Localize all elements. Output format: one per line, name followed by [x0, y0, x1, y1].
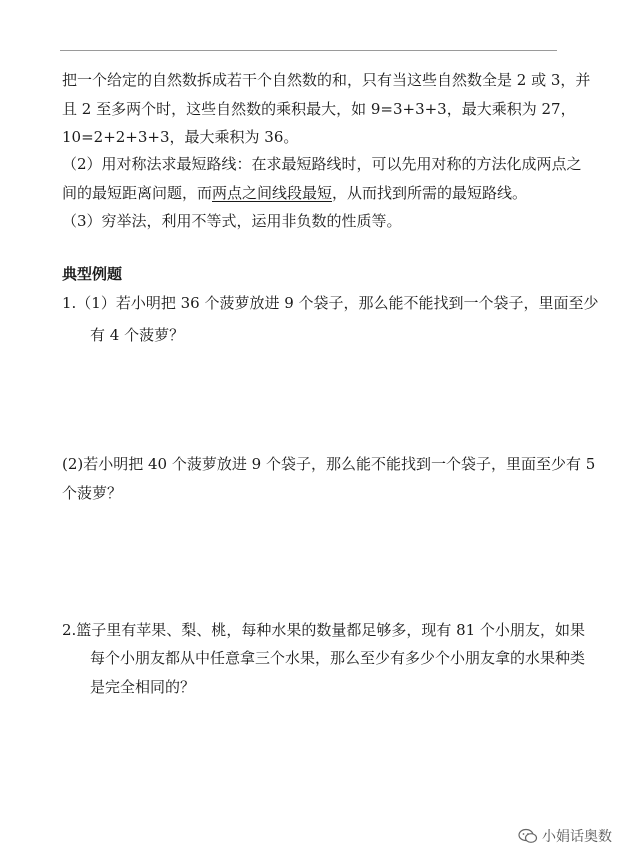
method-2-line-2	[62, 183, 527, 203]
watermark	[518, 826, 612, 846]
problem-1a-line-1: 1.（1）若小明把 36 个菠萝放进 9 个袋子，那么能不能找到一个袋子，里面至少	[62, 294, 599, 312]
method-2-line-1: （2）用对称法求最短路线：在求最短路线时，可以先用对称的方法化成两点之	[62, 155, 582, 173]
intro-line-2: 且 2 至多两个时，这些自然数的乘积最大，如 9=3+3+3，最大乘积为 27，	[62, 100, 576, 118]
problem-1b-line-2: 个菠萝？	[62, 484, 123, 502]
wechat-icon	[518, 828, 538, 844]
problem-2-line-3: 是完全相同的？	[90, 678, 196, 696]
intro-line-1: 把一个给定的自然数拆成若干个自然数的和，只有当这些自然数全是 2 或 3，并	[62, 71, 591, 89]
problem-2-line-1: 2.篮子里有苹果、梨、桃，每种水果的数量都足够多，现有 81 个小朋友，如果	[62, 621, 585, 639]
method-2-line-2-post: ，从而找到所需的最短路线。	[332, 184, 528, 202]
watermark-text: 小娟话奥数	[542, 829, 612, 845]
header-divider	[60, 50, 557, 51]
method-2-line-2-pre: 间的最短距离问题，而	[62, 184, 213, 202]
method-3-line-1: （3）穷举法，利用不等式，运用非负数的性质等。	[62, 212, 402, 230]
section-title: 典型例题	[62, 265, 123, 283]
intro-line-3: 10=2+2+3+3，最大乘积为 36。	[62, 128, 299, 146]
problem-1b-line-1: (2)若小明把 40 个菠萝放进 9 个袋子，那么能不能找到一个袋子，里面至少有 5	[62, 455, 596, 473]
problem-1a-line-2: 有 4 个菠萝？	[90, 326, 185, 344]
problem-2-line-2: 每个小朋友都从中任意拿三个水果，那么至少有多少个小朋友拿的水果种类	[90, 649, 586, 667]
method-2-underlined-phrase: 两点之间线段最短	[212, 184, 333, 202]
